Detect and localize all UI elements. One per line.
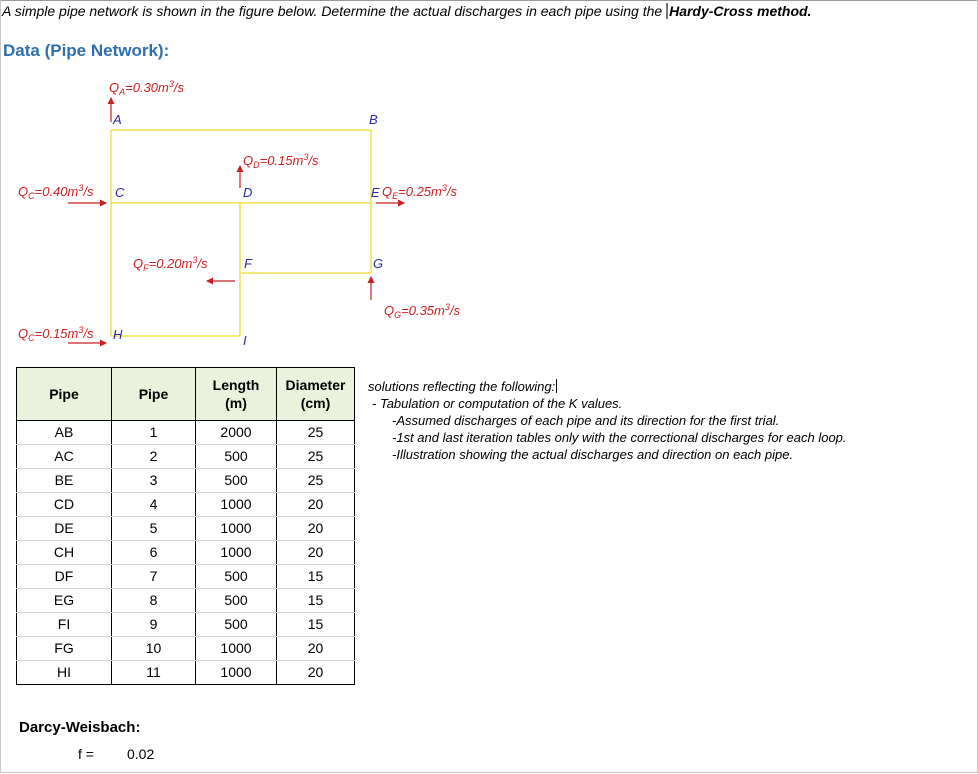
table-row	[17, 493, 355, 517]
pipe-lines	[111, 130, 371, 336]
table-row	[17, 613, 355, 637]
table-cell: 10	[112, 637, 196, 661]
method-name: Hardy-Cross method.	[666, 3, 811, 19]
header-diameter: Diameter (cm)	[277, 368, 355, 421]
table-cell: 4	[112, 493, 196, 517]
table-cell: 500	[196, 613, 277, 637]
table-cell: DF	[17, 565, 112, 589]
table-cell: 500	[196, 589, 277, 613]
table-cell: 1000	[196, 637, 277, 661]
table-cell: 20	[277, 661, 355, 685]
table-cell: CH	[17, 541, 112, 565]
notes-line-2: - Tabulation or computation of the K values.	[372, 396, 623, 411]
table-row	[17, 541, 355, 565]
table-cell: CD	[17, 493, 112, 517]
friction-factor-label: f =	[78, 746, 94, 762]
node-e: E	[371, 185, 380, 200]
table-cell: AB	[17, 421, 112, 445]
table-cell: 25	[277, 445, 355, 469]
table-cell: 8	[112, 589, 196, 613]
table-row	[17, 517, 355, 541]
flow-qa-label: $Q_A=0.30m^3/s$	[109, 79, 185, 97]
node-f: F	[244, 256, 252, 271]
table-row	[17, 421, 355, 445]
node-i: I	[243, 333, 247, 348]
table-row	[17, 445, 355, 469]
table-cell: 25	[277, 421, 355, 445]
table-row	[17, 589, 355, 613]
text-cursor	[556, 379, 557, 393]
pipe-data-table	[16, 367, 355, 685]
table-cell: 5	[112, 517, 196, 541]
table-cell: HI	[17, 661, 112, 685]
node-d: D	[243, 185, 253, 200]
table-cell: 500	[196, 565, 277, 589]
table-cell: 20	[277, 493, 355, 517]
table-cell: 11	[112, 661, 196, 685]
flow-arrows	[68, 98, 404, 343]
node-b: B	[369, 112, 378, 127]
table-cell: BE	[17, 469, 112, 493]
table-cell: 3	[112, 469, 196, 493]
table-cell: 15	[277, 589, 355, 613]
table-cell: 20	[277, 541, 355, 565]
table-cell: 1000	[196, 661, 277, 685]
table-cell: AC	[17, 445, 112, 469]
table-row	[17, 565, 355, 589]
table-cell: 25	[277, 469, 355, 493]
table-cell: 20	[277, 517, 355, 541]
table-cell: 2	[112, 445, 196, 469]
table-cell: 2000	[196, 421, 277, 445]
problem-statement	[2, 3, 811, 19]
table-cell: 1000	[196, 541, 277, 565]
table-cell: 1	[112, 421, 196, 445]
header-length: Length (m)	[196, 368, 277, 421]
table-cell: 15	[277, 565, 355, 589]
table-cell: EG	[17, 589, 112, 613]
header-pipe: Pipe	[17, 368, 112, 421]
table-body	[17, 421, 355, 685]
node-labels	[112, 112, 383, 348]
table-cell: DE	[17, 517, 112, 541]
notes-line-4: -1st and last iteration tables only with the correctional discharges for each loop.	[392, 430, 847, 445]
notes-line-1: solutions reflecting the following:	[368, 379, 556, 394]
darcy-weisbach-title: Darcy-Weisbach:	[19, 719, 141, 736]
flow-qe-label: $Q_E=0.25m^3/s$	[382, 183, 458, 201]
flow-qf-label: $Q_F=0.20m^3/s$	[133, 255, 208, 273]
node-c: C	[115, 185, 125, 200]
table-cell: 20	[277, 637, 355, 661]
table-row	[17, 661, 355, 685]
table-cell: 500	[196, 445, 277, 469]
section-title: Data (Pipe Network):	[3, 41, 170, 60]
table-cell: 1000	[196, 517, 277, 541]
table-row	[17, 637, 355, 661]
table-row	[17, 469, 355, 493]
table-cell: 6	[112, 541, 196, 565]
node-h: H	[113, 327, 123, 342]
table-cell: 500	[196, 469, 277, 493]
table-cell: 7	[112, 565, 196, 589]
flow-qc1-label: $Q_C=0.40m^3/s$	[18, 183, 94, 201]
flow-qg-label: $Q_G=0.35m^3/s$	[384, 302, 461, 320]
table-cell: FI	[17, 613, 112, 637]
table-cell: 9	[112, 613, 196, 637]
notes-line-5: -Illustration showing the actual discharges and direction on each pipe.	[392, 447, 794, 462]
header-pipe-number: Pipe	[112, 368, 196, 421]
node-g: G	[373, 256, 384, 271]
pipe-network-diagram	[0, 60, 520, 360]
table-header-row	[17, 368, 355, 421]
problem-text: A simple pipe network is shown in the figure below. Determine the actual discharges in each pipe using the	[2, 3, 663, 19]
node-a: A	[113, 112, 122, 127]
flow-qc2-label: $Q_C=0.15m^3/s$	[18, 325, 94, 343]
table-cell: 1000	[196, 493, 277, 517]
flow-qd-label: $Q_D=0.15m^3/s$	[243, 152, 319, 170]
table-cell: FG	[17, 637, 112, 661]
notes-line-3: -Assumed discharges of each pipe and its direction for the first trial.	[392, 413, 780, 428]
friction-factor-value: 0.02	[127, 746, 155, 762]
table-cell: 15	[277, 613, 355, 637]
solution-notes	[368, 378, 847, 463]
